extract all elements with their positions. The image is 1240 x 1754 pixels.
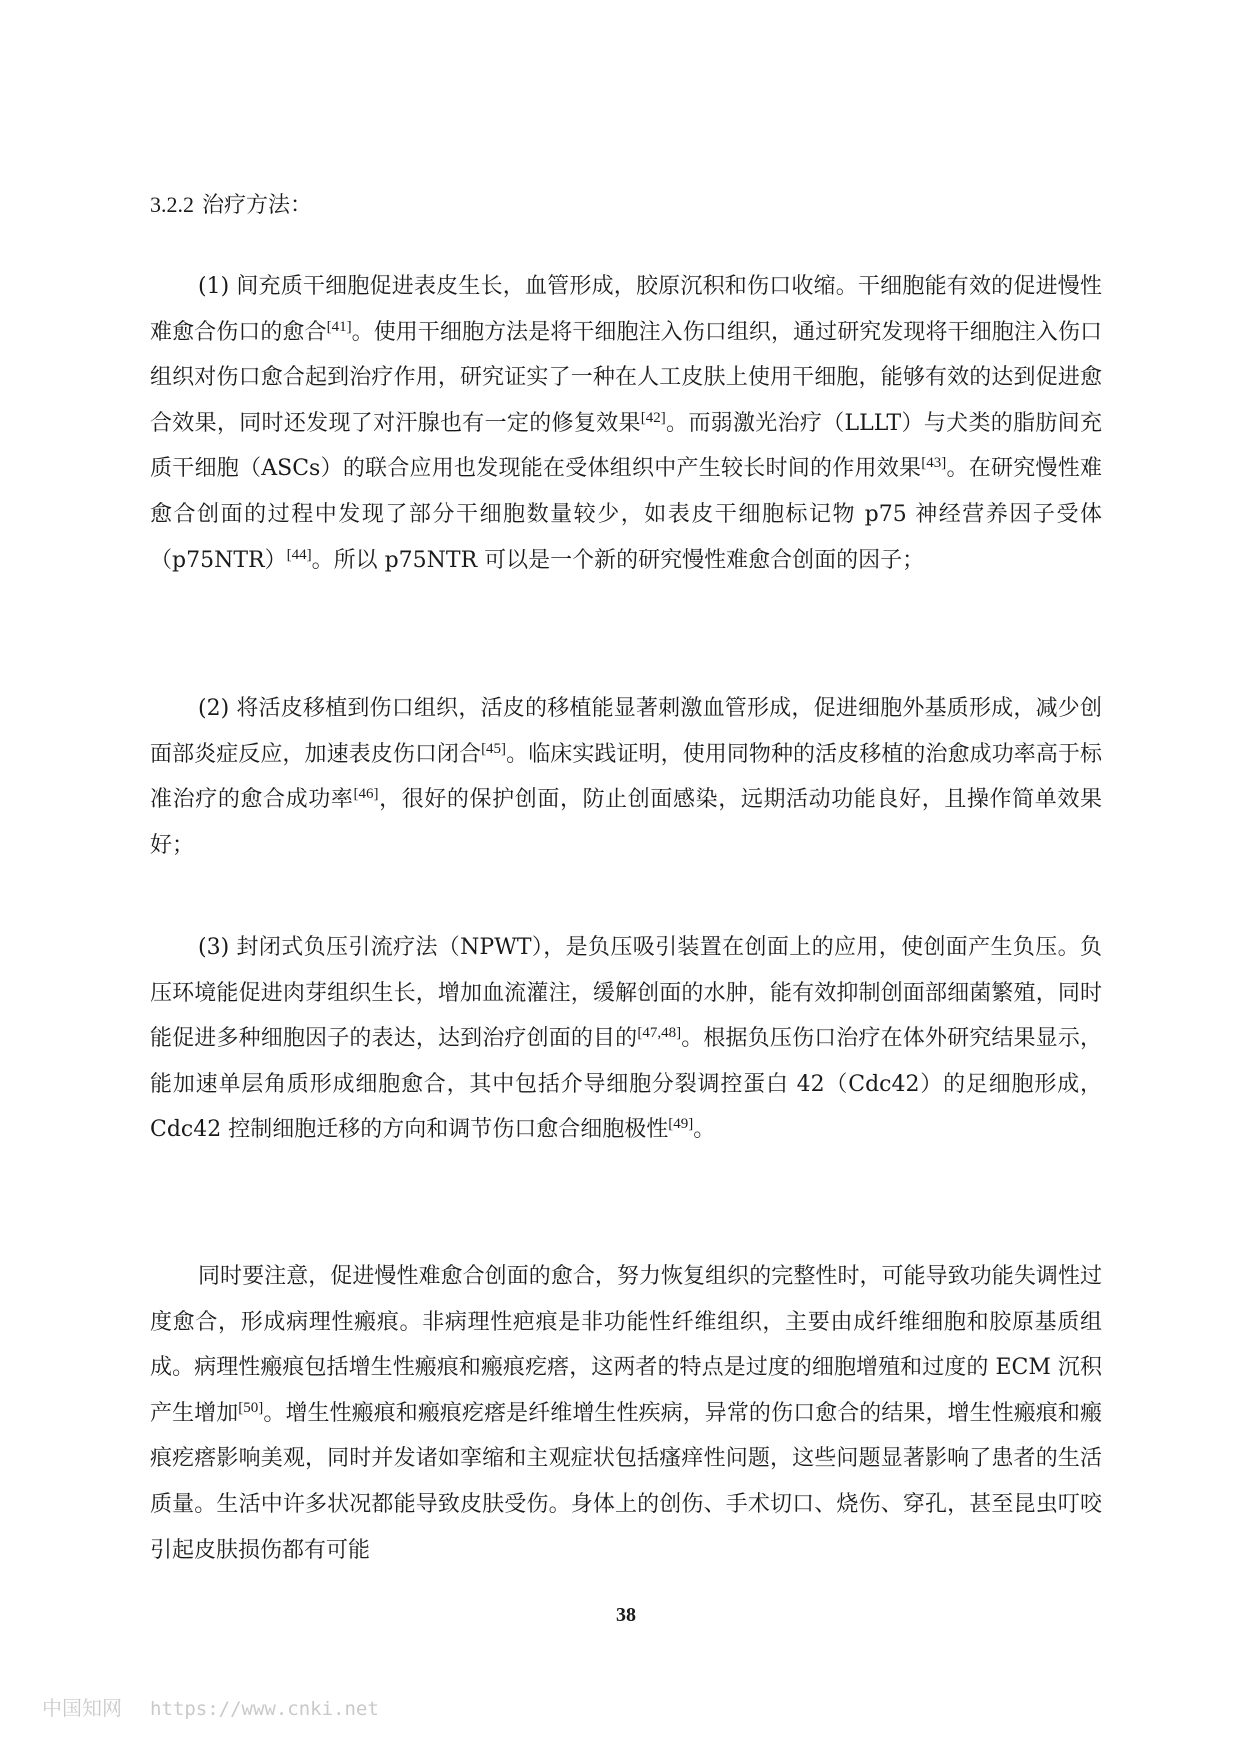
citation-ref: [42] (640, 409, 666, 426)
paragraph-3 (150, 925, 1102, 1153)
citation-ref: [45] (481, 740, 507, 757)
document-page (150, 0, 1102, 1754)
citation-ref: [47,48] (637, 1024, 682, 1041)
text-run: 。使用干细胞方法是将干细胞注入伤口组织，通过研究发现将干细胞注入伤口组织对伤口愈合起到治疗作用，研究证实了一种在人工皮肤上使用干细胞，能够有效的达到促进愈合效果，同时还发现了对汗腺也有一定的修复效果 (150, 319, 1102, 436)
text-run: 。而弱激光治疗（LLLT）与犬类的脂肪间充质干细胞（ASCs）的联合应用也发现能在受体组织中产生较长时间的作用效果 (150, 410, 1102, 482)
text-run: (2) 将活皮移植到伤口组织，活皮的移植能显著刺激血管形成，促进细胞外基质形成，减少创面部炎症反应，加速表皮伤口闭合 (150, 696, 1102, 767)
text-run: 。在研究慢性难愈合创面的过程中发现了部分干细胞数量较少，如表皮干细胞标记物 p75 神经营养因子受体（p75NTR） (150, 456, 1102, 573)
citation-ref: [43] (921, 455, 947, 472)
text-run: (3) 封闭式负压引流疗法（NPWT），是负压吸引装置在创面上的应用，使创面产生负压。负压环境能促进肉芽组织生长，增加血流灌注，缓解创面的水肿，能有效抑制创面部细菌繁殖，同时能促进多种细胞因子的表达，达到治疗创面的目的 (150, 935, 1102, 1052)
text-run: (1) 间充质干细胞促进表皮生长，血管形成，胶原沉积和伤口收缩。干细胞能有效的促进慢性难愈合伤口的愈合 (150, 274, 1102, 345)
citation-ref: [46] (353, 785, 379, 802)
watermark-name: 中国知网 (42, 1696, 122, 1720)
text-run: 。 (693, 1117, 716, 1143)
section-title: 治疗方法： (202, 193, 313, 218)
watermark (42, 1692, 379, 1721)
text-run: ，很好的保护创面，防止创面感染，远期活动功能良好，且操作简单效果好； (150, 787, 1102, 858)
text-run: 同时要注意，促进慢性难愈合创面的愈合，努力恢复组织的完整性时，可能导致功能失调性过度愈合，形成病理性瘢痕。非病理性疤痕是非功能性纤维组织，主要由成纤维细胞和胶原基质组成。病理性瘢痕包括增生性瘢痕和瘢痕疙瘩，这两者的特点是过度的细胞增殖和过度的 ECM 沉积产生增加 (150, 1264, 1102, 1426)
text-run: 。根据负压伤口治疗在体外研究结果显示，能加速单层角质形成细胞愈合，其中包括介导细胞分裂调控蛋白 42（Cdc42）的足细胞形成，Cdc42 控制细胞迁移的方向和调节伤口愈合细胞极性 (150, 1026, 1102, 1143)
citation-ref: [41] (326, 318, 352, 335)
text-run: 。增生性瘢痕和瘢痕疙瘩是纤维增生性疾病，异常的伤口愈合的结果，增生性瘢痕和瘢痕疙瘩影响美观，同时并发诸如挛缩和主观症状包括瘙痒性问题，这些问题显著影响了患者的生活质量。生活中许多状况都能导致皮肤受伤。身体上的创伤、手术切口、烧伤、穿孔，甚至昆虫叮咬引起皮肤损伤都有可能 (150, 1400, 1102, 1563)
citation-ref: [49] (668, 1116, 694, 1133)
text-run: 。所以 p75NTR 可以是一个新的研究慢性难愈合创面的因子； (311, 547, 925, 573)
paragraph-4 (150, 1254, 1102, 1573)
page-number: 38 (616, 1604, 636, 1626)
paragraph-2 (150, 686, 1102, 868)
citation-ref: [50] (238, 1399, 264, 1416)
section-number: 3.2.2 (150, 192, 194, 217)
watermark-url: https://www.cnki.net (150, 1698, 379, 1720)
section-heading (150, 190, 312, 221)
citation-ref: [44] (286, 546, 312, 563)
paragraph-1 (150, 264, 1102, 583)
text-run: 。临床实践证明，使用同物种的活皮移植的治愈成功率高于标准治疗的愈合成功率 (150, 741, 1102, 813)
